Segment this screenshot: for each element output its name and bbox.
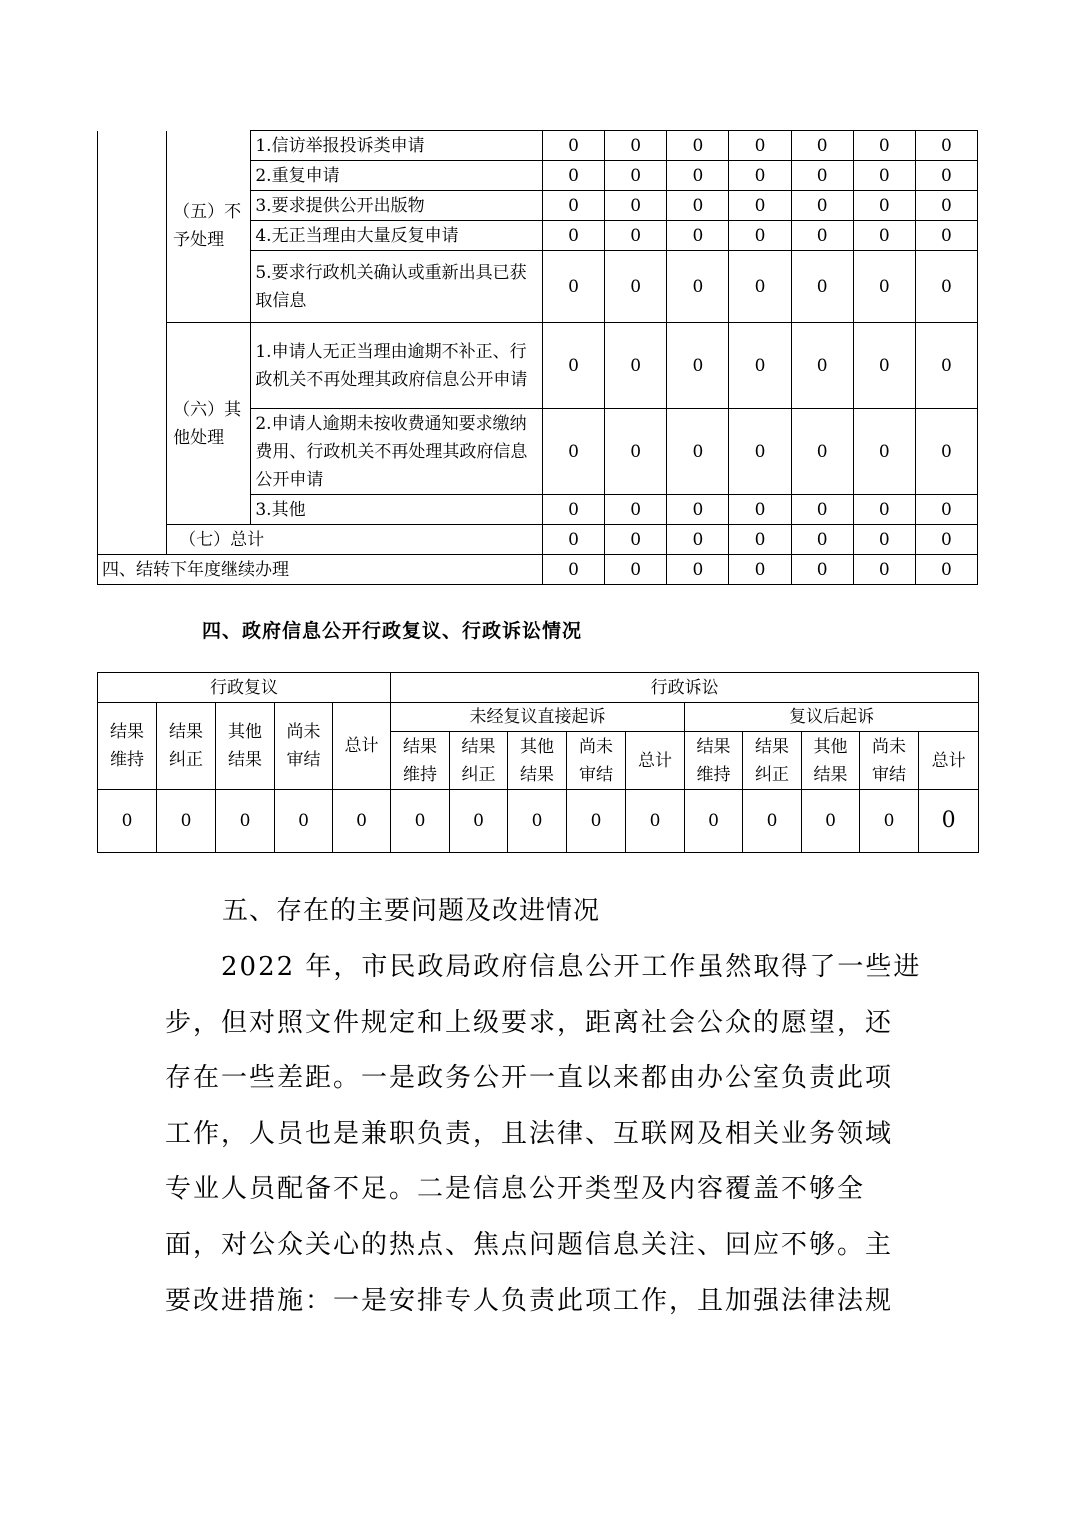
direct-col-total: 总计: [626, 732, 685, 790]
value-cell: 0: [729, 495, 791, 525]
total-row: [98, 525, 978, 555]
value-cell: 0: [667, 323, 729, 409]
value-cell: 0: [860, 790, 919, 853]
value-cell: 0: [667, 131, 729, 161]
value-cell: 0: [915, 495, 977, 525]
value-cell: 0: [729, 161, 791, 191]
value-cell: 0: [450, 790, 508, 853]
value-cell: 0: [791, 495, 853, 525]
direct-col-3: 其他结果: [508, 732, 567, 790]
paragraph-line: 工作，人员也是兼职负责，且法律、互联网及相关业务领域: [165, 1118, 894, 1149]
value-cell: 0: [915, 323, 977, 409]
value-cell: 0: [853, 161, 915, 191]
value-cell: 0: [275, 790, 333, 853]
value-cell: 0: [667, 221, 729, 251]
direct-col-2: 结果纠正: [450, 732, 508, 790]
paragraph-line: 要改进措施：一是安排专人负责此项工作，且加强法律法规: [165, 1285, 894, 1316]
value-cell: 0: [729, 221, 791, 251]
value-cell: 0: [915, 251, 977, 323]
value-cell: 0: [667, 495, 729, 525]
value-cell: 0: [667, 525, 729, 555]
review-header: 行政复议: [98, 673, 391, 703]
request-handling-table: [97, 130, 978, 585]
value-cell: 0: [853, 131, 915, 161]
value-cell: 0: [543, 191, 605, 221]
paragraph-line: 2022 年，市民政局政府信息公开工作虽然取得了一些进: [221, 952, 922, 982]
value-cell: 0: [667, 161, 729, 191]
review-col-1: 结果维持: [98, 703, 157, 790]
value-cell: 0: [729, 323, 791, 409]
paragraph-line: 面，对公众关心的热点、焦点问题信息关注、回应不够。主: [165, 1229, 894, 1260]
carryover-label: 四、结转下年度继续办理: [98, 555, 543, 585]
value-cell: 0: [853, 495, 915, 525]
direct-suit-header: 未经复议直接起诉: [391, 703, 685, 732]
value-cell: 0: [802, 790, 860, 853]
value-cell: 0: [605, 221, 667, 251]
value-cell: 0: [605, 251, 667, 323]
value-cell: 0: [543, 221, 605, 251]
value-cell: 0: [667, 191, 729, 221]
value-cell: 0: [667, 555, 729, 585]
value-cell: 0: [605, 131, 667, 161]
value-cell: 0: [543, 161, 605, 191]
after-col-2: 结果纠正: [743, 732, 802, 790]
issues-paragraph: [165, 940, 925, 1329]
value-cell: 0: [605, 323, 667, 409]
value-cell: 0: [605, 495, 667, 525]
value-cell: 0: [915, 221, 977, 251]
value-cell: 0: [605, 555, 667, 585]
direct-col-1: 结果维持: [391, 732, 450, 790]
value-cell: 0: [915, 161, 977, 191]
value-cell: 0: [605, 525, 667, 555]
outer-blank-cell: [98, 131, 167, 555]
value-cell: 0: [98, 790, 157, 853]
row-label: 1.信访举报投诉类申请: [251, 131, 543, 161]
value-cell: 0: [729, 131, 791, 161]
value-cell: 0: [915, 409, 977, 495]
group-6-label: （六）其他处理: [167, 323, 251, 525]
value-cell: 0: [626, 790, 685, 853]
value-cell: 0: [391, 790, 450, 853]
value-cell: 0: [605, 161, 667, 191]
value-cell: 0: [685, 790, 743, 853]
review-litigation-table: [97, 672, 979, 853]
total-label: （七）总计: [167, 525, 543, 555]
value-cell: 0: [567, 790, 626, 853]
value-cell: 0: [915, 525, 977, 555]
value-cell: 0: [543, 251, 605, 323]
value-cell: 0: [543, 323, 605, 409]
review-col-3: 其他结果: [216, 703, 275, 790]
value-cell: 0: [605, 191, 667, 221]
group-5-label: （五）不予处理: [167, 131, 251, 323]
row-label: 5.要求行政机关确认或重新出具已获取信息: [251, 251, 543, 323]
table-row: [98, 323, 978, 409]
value-cell: 0: [791, 251, 853, 323]
value-cell: 0: [729, 555, 791, 585]
value-cell: 0: [915, 191, 977, 221]
value-cell: 0: [791, 409, 853, 495]
value-cell: 0: [605, 409, 667, 495]
value-cell: 0: [667, 251, 729, 323]
value-cell: 0: [729, 251, 791, 323]
value-cell: 0: [853, 191, 915, 221]
row-label: 3.其他: [251, 495, 543, 525]
value-cell: 0: [853, 221, 915, 251]
section-5-title: 五、存在的主要问题及改进情况: [222, 896, 601, 926]
row-label: 2.重复申请: [251, 161, 543, 191]
value-cell: 0: [508, 790, 567, 853]
after-review-header: 复议后起诉: [685, 703, 979, 732]
value-cell: 0: [791, 191, 853, 221]
value-cell: 0: [743, 790, 802, 853]
review-col-4: 尚未审结: [275, 703, 333, 790]
value-cell: 0: [543, 495, 605, 525]
value-cell: 0: [853, 409, 915, 495]
review-col-total: 总计: [333, 703, 391, 790]
section-4-title: 四、政府信息公开行政复议、行政诉讼情况: [202, 620, 583, 642]
paragraph-line: 存在一些差距。一是政务公开一直以来都由办公室负责此项: [165, 1063, 894, 1094]
value-cell: 0: [543, 131, 605, 161]
value-cell: 0: [729, 525, 791, 555]
row-label: 3.要求提供公开出版物: [251, 191, 543, 221]
value-cell: 0: [729, 409, 791, 495]
value-cell: 0: [543, 525, 605, 555]
direct-col-4: 尚未审结: [567, 732, 626, 790]
table-row: [98, 131, 978, 161]
value-cell: 0: [791, 525, 853, 555]
after-col-4: 尚未审结: [860, 732, 919, 790]
paragraph-line: 专业人员配备不足。二是信息公开类型及内容覆盖不够全: [165, 1174, 866, 1205]
value-cell: 0: [543, 555, 605, 585]
value-cell: 0: [791, 161, 853, 191]
request-handling-body: [98, 131, 978, 585]
row-label: 2.申请人逾期未按收费通知要求缴纳费用、行政机关不再处理其政府信息公开申请: [251, 409, 543, 495]
paragraph-line: 步，但对照文件规定和上级要求，距离社会公众的愿望，还: [165, 1007, 894, 1038]
value-cell: 0: [157, 790, 216, 853]
row-label: 4.无正当理由大量反复申请: [251, 221, 543, 251]
value-cell: 0: [853, 525, 915, 555]
after-col-1: 结果维持: [685, 732, 743, 790]
value-cell: 0: [853, 323, 915, 409]
value-cell: 0: [791, 323, 853, 409]
value-cell: 0: [667, 409, 729, 495]
value-cell: 0: [791, 221, 853, 251]
after-col-total: 总计: [919, 732, 979, 790]
value-cell: 0: [791, 555, 853, 585]
carryover-row: [98, 555, 978, 585]
value-cell: 0: [216, 790, 275, 853]
value-cell: 0: [729, 191, 791, 221]
litigation-header: 行政诉讼: [391, 673, 979, 703]
value-cell: 0: [853, 555, 915, 585]
value-cell: 0: [915, 555, 977, 585]
value-cell: 0: [915, 131, 977, 161]
value-cell: 0: [919, 790, 979, 853]
value-cell: 0: [543, 409, 605, 495]
value-cell: 0: [791, 131, 853, 161]
value-cell: 0: [333, 790, 391, 853]
row-label: 1.申请人无正当理由逾期不补正、行政机关不再处理其政府信息公开申请: [251, 323, 543, 409]
after-col-3: 其他结果: [802, 732, 860, 790]
review-col-2: 结果纠正: [157, 703, 216, 790]
value-cell: 0: [853, 251, 915, 323]
review-litigation-values-row: [98, 790, 979, 853]
